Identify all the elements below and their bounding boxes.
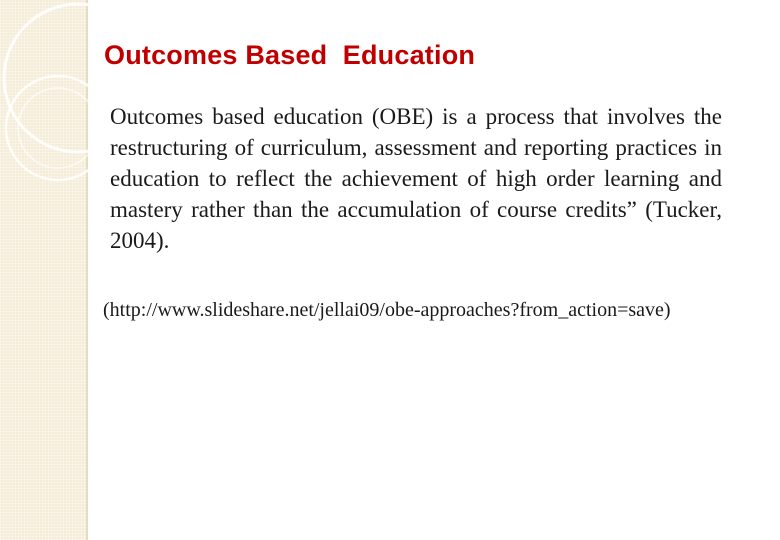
- slide-title: Outcomes Based Education: [104, 40, 476, 70]
- source-reference: (http://www.slideshare.net/jellai09/obe-approaches?from_action=save): [103, 299, 671, 321]
- definition-paragraph: Outcomes based education (OBE) is a process that involves the restructuring of curriculum, assessment and reporting practices in education to reflect the achievement of high order learning and mastery rather than the accumulation of course credits” (Tucker, 2004).: [110, 104, 722, 253]
